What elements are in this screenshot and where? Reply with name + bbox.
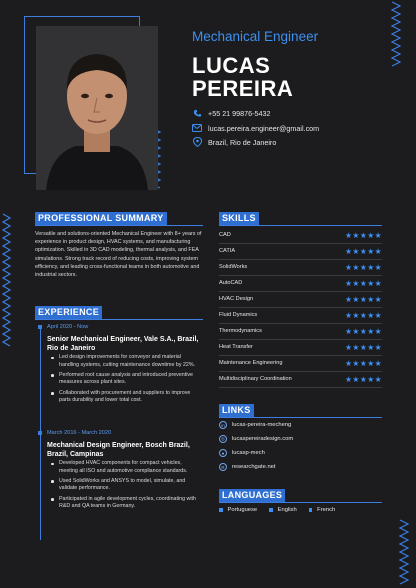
contact-phone [192, 108, 271, 118]
skill-row [219, 307, 382, 324]
links-heading: LINKS [219, 404, 254, 417]
language-name: English [277, 507, 297, 513]
skill-rating-stars: ★★★★★ [345, 246, 382, 256]
last-name: PEREIRA [192, 76, 294, 101]
phone-icon [192, 108, 202, 118]
skills-divider [219, 225, 382, 226]
bullet-square-icon [309, 508, 313, 512]
skill-name: AutoCAD [219, 280, 243, 286]
skill-name: Fluid Dynamics [219, 312, 258, 318]
language-name: Portuguese [227, 507, 258, 513]
skill-row [219, 259, 382, 276]
languages-divider [219, 502, 382, 503]
job-dates: April 2020 - Now [47, 324, 89, 330]
skill-name: CATIA [219, 248, 236, 254]
skill-rating-stars: ★★★★★ [345, 310, 382, 320]
location-icon [192, 137, 202, 147]
skill-name: Heat Transfer [219, 344, 253, 350]
job-role: Mechanical Design Engineer, Bosch Brazil, Brazil, Campinas [47, 442, 190, 458]
zigzag-decoration-top-right [390, 0, 404, 70]
email-text[interactable]: lucas.pereira.engineer@gmail.com [208, 123, 320, 133]
job-bullet: Used SolidWorks and ANSYS to model, simulate, and validate performance. [50, 478, 198, 493]
phone-text: +55 21 99876-5432 [208, 108, 271, 118]
zigzag-decoration-bottom-right [398, 518, 412, 588]
timeline-dot [38, 431, 42, 435]
link-github[interactable] [219, 449, 265, 457]
bullet-square-icon [219, 508, 223, 512]
skill-row [219, 291, 382, 308]
contact-email [192, 123, 319, 133]
job-bullets [50, 354, 198, 407]
skill-rating-stars: ★★★★★ [345, 326, 382, 336]
skill-rating-stars: ★★★★★ [345, 230, 382, 240]
skill-rating-stars: ★★★★★ [345, 374, 382, 384]
languages-list [219, 507, 335, 513]
languages-heading: LANGUAGES [219, 489, 285, 502]
link-text[interactable]: lucaspereiradesign.com [232, 436, 294, 442]
link-text[interactable]: lucasp-mech [232, 450, 265, 456]
skill-rating-stars: ★★★★★ [345, 358, 382, 368]
full-name [192, 54, 293, 100]
researchgate-icon: R [219, 463, 227, 471]
link-researchgate[interactable] [219, 463, 276, 471]
profile-photo [36, 26, 158, 190]
job-bullet: Collaborated with procurement and suppliers to improve parts durability and lower total cost. [50, 390, 198, 405]
language-name: French [317, 507, 336, 513]
skill-rating-stars: ★★★★★ [345, 342, 382, 352]
skills-heading: SKILLS [219, 212, 259, 225]
contact-location [192, 137, 276, 147]
skill-row [219, 371, 382, 388]
skill-row [219, 339, 382, 356]
github-icon: ● [219, 449, 227, 457]
skill-row [219, 355, 382, 372]
language-item [269, 507, 297, 513]
experience-heading: EXPERIENCE [35, 306, 102, 319]
timeline-dot [38, 325, 42, 329]
job-bullets [50, 460, 198, 513]
link-linkedin[interactable] [219, 421, 291, 429]
job-bullet: Developed HVAC components for compact vehicles, meeting all ISO and automotive compliance standards. [50, 460, 198, 475]
skill-row [219, 275, 382, 292]
link-website[interactable] [219, 435, 293, 443]
linkedin-icon: in [219, 421, 227, 429]
summary-divider [35, 225, 203, 226]
links-divider [219, 417, 382, 418]
language-item [219, 507, 257, 513]
skill-name: SolidWorks [219, 264, 248, 270]
skill-name: Thermodynamics [219, 328, 262, 334]
job-bullet: Participated in agile development cycles, coordinating with R&D and QA teams in Germany. [50, 496, 198, 511]
skill-rating-stars: ★★★★★ [345, 278, 382, 288]
email-icon [192, 123, 202, 133]
first-name: LUCAS [192, 53, 271, 78]
skill-row [219, 323, 382, 340]
experience-divider [35, 319, 203, 320]
link-text[interactable]: researchgate.net [232, 464, 276, 470]
globe-icon: ◎ [219, 435, 227, 443]
location-text: Brazil, Rio de Janeiro [208, 137, 277, 147]
skill-rating-stars: ★★★★★ [345, 294, 382, 304]
job-bullet: Led design improvements for conveyor and material handling systems, cutting maintenance downtime by 22%. [50, 354, 198, 369]
link-text[interactable]: lucas-pereira-mecheng [232, 422, 292, 428]
job-bullet: Performed root cause analysis and introduced preventive measures across plant sites. [50, 372, 198, 387]
bullet-square-icon [269, 508, 273, 512]
summary-heading: PROFESSIONAL SUMMARY [35, 212, 167, 225]
skill-rating-stars: ★★★★★ [345, 262, 382, 272]
zigzag-decoration-left [0, 212, 14, 352]
skill-name: CAD [219, 232, 231, 238]
job-title: Mechanical Engineer [192, 29, 319, 44]
summary-text: Versatile and solutions-oriented Mechanical Engineer with 8+ years of experience in product design, HVAC systems, and manufacturing optimization. Skilled in 3D CAD modeling, thermal analysis, and FEA simulations. Strong track record of reducing costs, improving system efficiency, and leading cross-functional teams in both automotive and industrial sectors. [35, 231, 202, 279]
skill-row [219, 243, 382, 260]
skill-row [219, 227, 382, 244]
job-dates: March 2016 - March 2020 [47, 430, 112, 436]
language-item [309, 507, 336, 513]
skill-name: Maintenance Engineering [219, 360, 283, 366]
job-role: Senior Mechanical Engineer, Vale S.A., Brazil, Rio de Janeiro [47, 336, 199, 352]
skill-name: HVAC Design [219, 296, 254, 302]
skill-name: Multidisciplinary Coordination [219, 376, 292, 382]
